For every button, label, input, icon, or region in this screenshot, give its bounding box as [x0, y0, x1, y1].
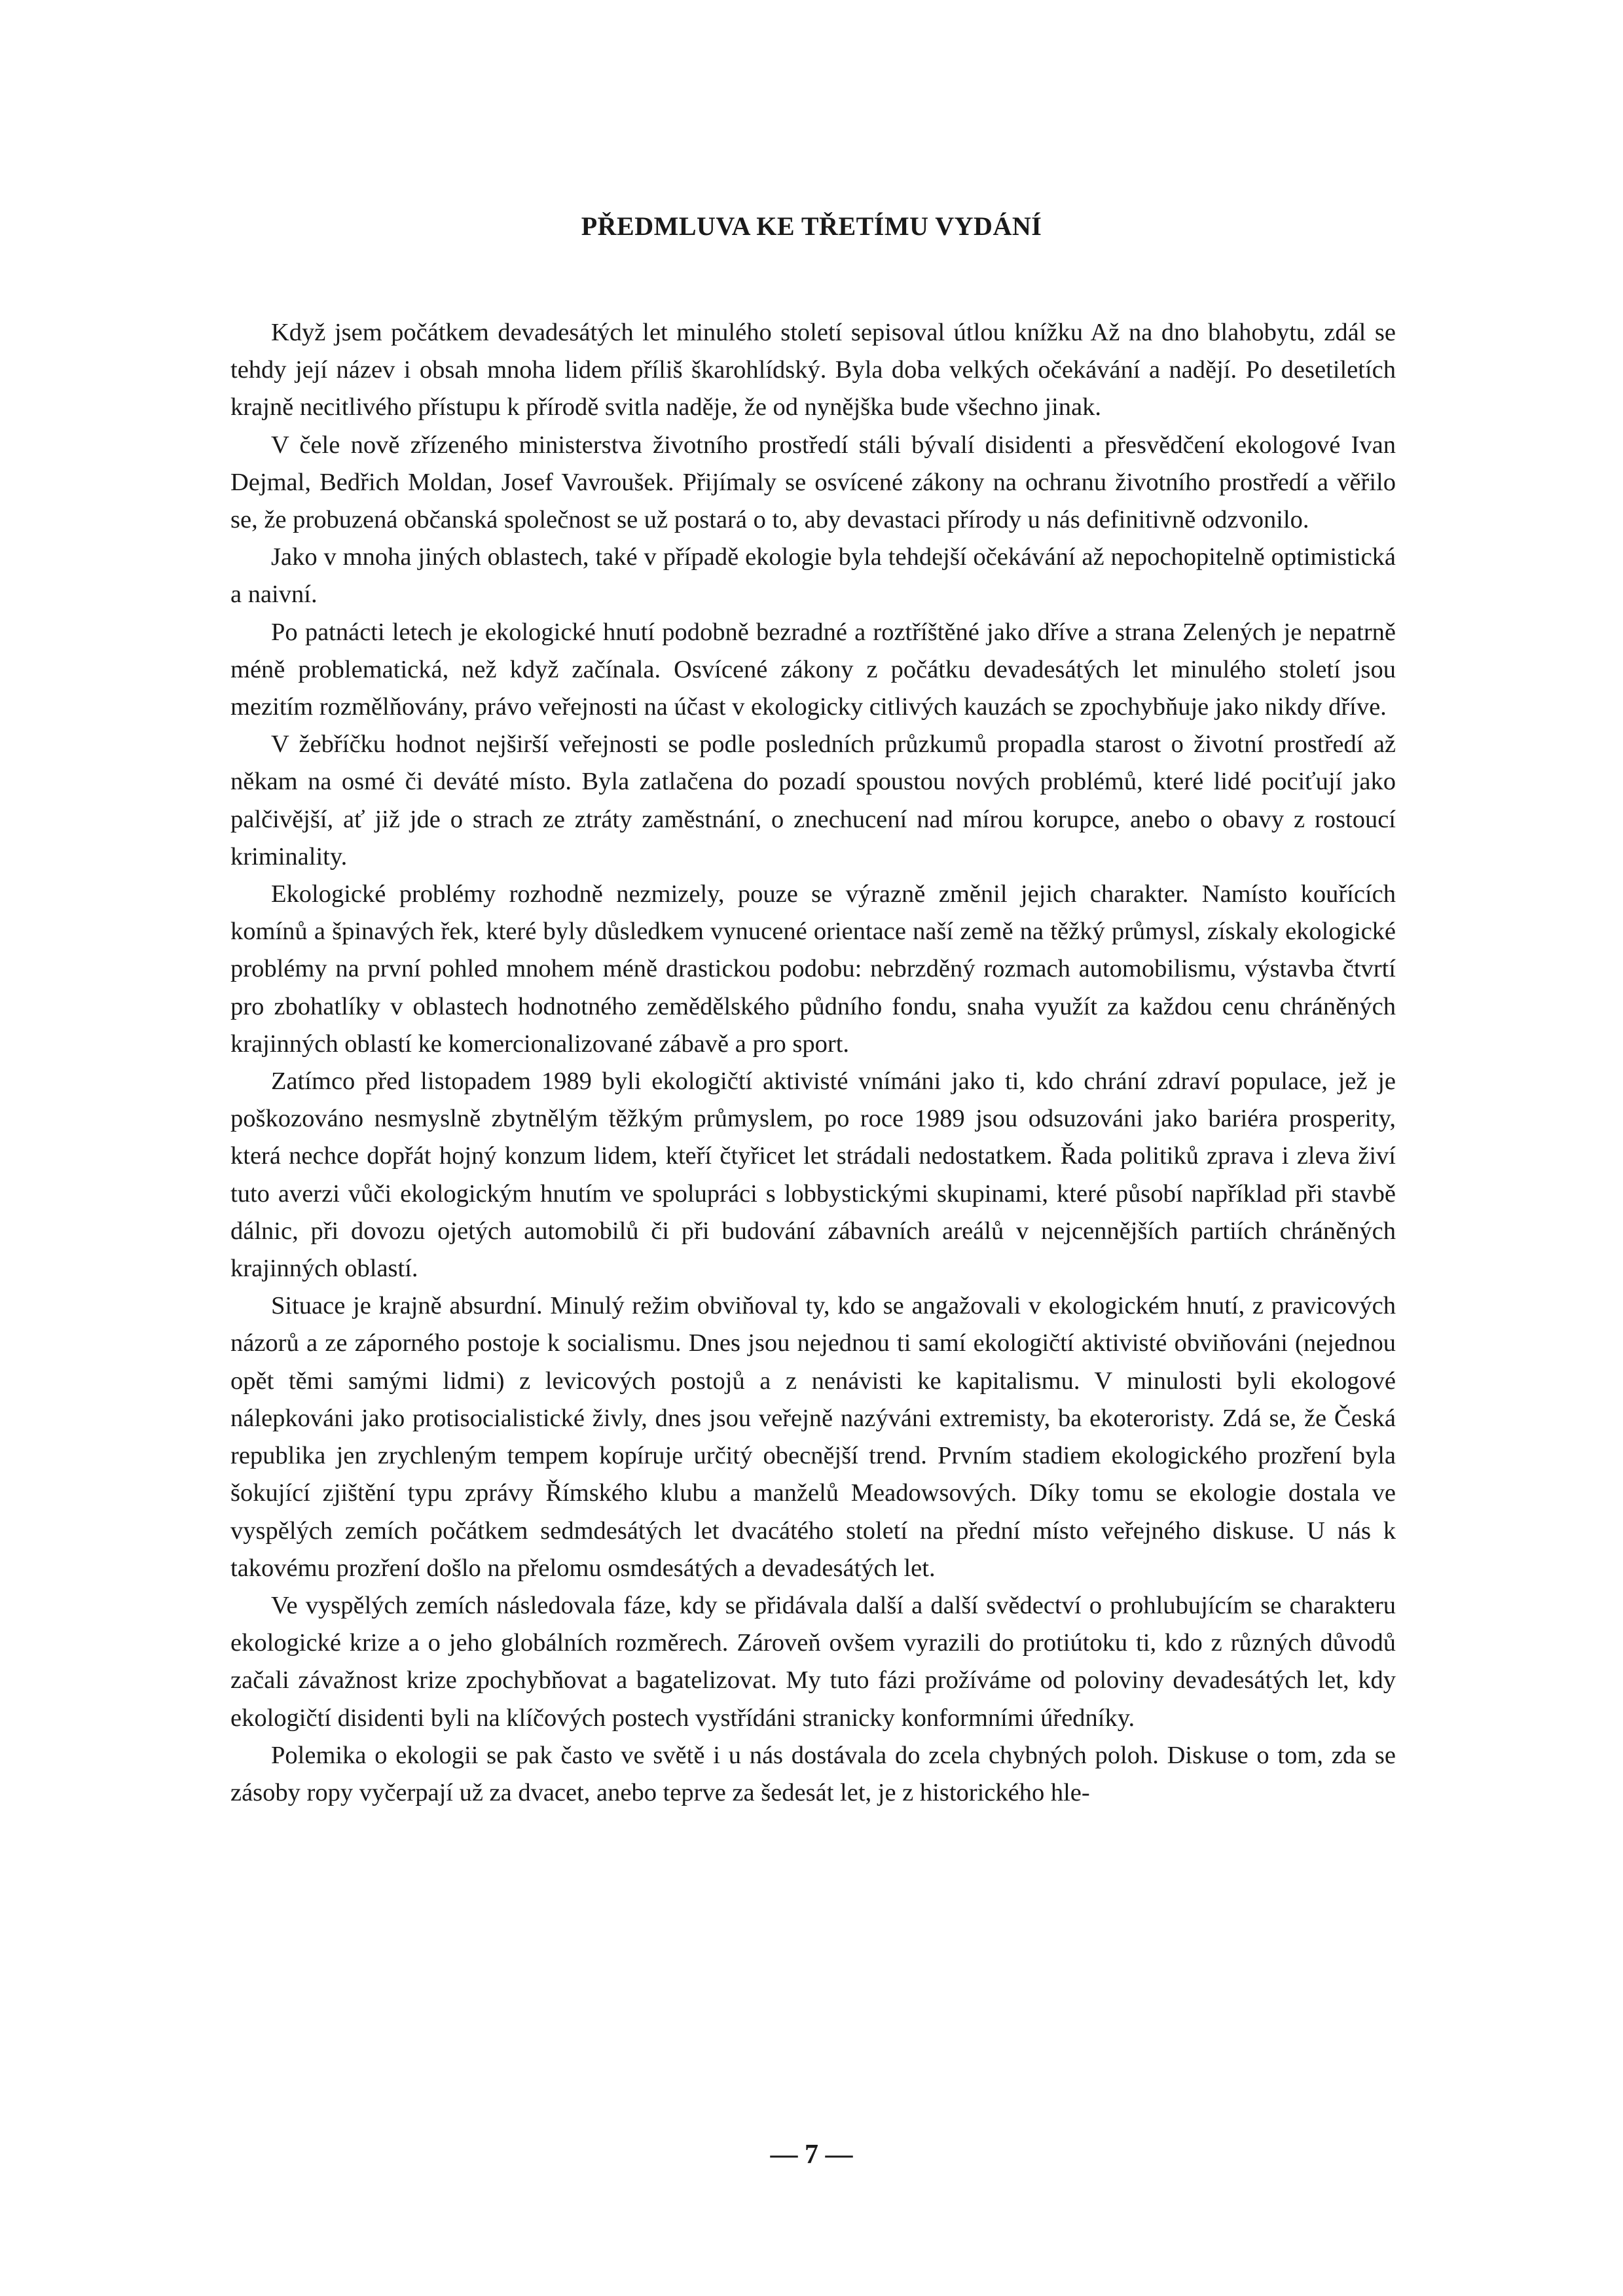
body-text — [230, 314, 1396, 1812]
paragraph-4: Po patnácti letech je ekologické hnutí podobně bezradné a roztříštěné jako dříve a strana Zelených je nepatrně méně problematická, než když začínala. Osvícené zákony z počátku devadesátých let minulého století jsou mezitím rozmělňovány, právo veřejnosti na účast v ekologicky citlivých kauzách se zpochybňuje jako nikdy dříve. — [230, 618, 1396, 721]
page-number: — 7 — — [770, 2140, 853, 2170]
paragraph-10: Polemika o ekologii se pak často ve světě i u nás dostávala do zcela chybných poloh. Diskuse o tom, zda se zásoby ropy vyčerpají už za dvacet, anebo teprve za šedesát let, je z historického hle- — [230, 1741, 1396, 1806]
page-title: PŘEDMLUVA KE TŘETÍMU VYDÁNÍ — [581, 211, 1042, 241]
paragraph-1: Když jsem počátkem devadesátých let minulého století sepisoval útlou knížku Až na dno blahobytu, zdál se tehdy její název i obsah mnoha lidem příliš škarohlídský. Byla doba velkých očekávání a nadějí. Po desetiletích krajně necitlivého přístupu k přírodě svitla naděje, že od nynějška bude všechno jinak. — [230, 319, 1396, 422]
paragraph-2: V čele nově zřízeného ministerstva životního prostředí stáli bývalí disidenti a přesvědčení ekologové Ivan Dejmal, Bedřich Moldan, Josef Vavroušek. Přijímaly se osvícené zákony na ochranu životního prostředí a věřilo se, že probuzená občanská společnost se už postará o to, aby devastaci přírody u nás definitivně odzvonilo. — [230, 431, 1396, 534]
paragraph-3: Jako v mnoha jiných oblastech, také v případě ekologie byla tehdejší očekávání až nepochopitelně optimistická a naivní. — [230, 543, 1396, 609]
paragraph-7: Zatímco před listopadem 1989 byli ekologičtí aktivisté vnímáni jako ti, kdo chrání zdraví populace, jež je poškozováno nesmyslně zbytnělým těžkým průmyslem, po roce 1989 jsou odsuzováni jako bariéra prosperity, která nechce dopřát hojný konzum lidem, kteří čtyřicet let strádali nedostatkem. Řada politiků zprava i zleva živí tuto averzi vůči ekologickým hnutím ve spolupráci s lobbystickými skupinami, které působí například při stavbě dálnic, při dovozu ojetých automobilů či při budování zábavních areálů v nejcennějších partiích chráněných krajinných oblastí. — [230, 1067, 1396, 1283]
paragraph-8: Situace je krajně absurdní. Minulý režim obviňoval ty, kdo se angažovali v ekologickém hnutí, z pravicových názorů a ze záporného postoje k socialismu. Dnes jsou nejednou ti samí ekologičtí aktivisté obviňováni (nejednou opět těmi samými lidmi) z levicových postojů a z nenávisti ke kapitalismu. V minulosti byli ekologové nálepkováni jako protisocialistické živly, dnes jsou veřejně nazýváni extremisty, ba ekoteroristy. Zdá se, že Česká republika jen zrychleným tempem kopíruje určitý obecnější trend. Prvním stadiem ekologického prozření byla šokující zjištění typu zprávy Římského klubu a manželů Meadowsových. Díky tomu se ekologie dostala ve vyspělých zemích počátkem sedmdesátých let dvacátého století na přední místo veřejného diskuse. U nás k takovému prozření došlo na přelomu osmdesátých a devadesátých let. — [230, 1292, 1396, 1582]
paragraph-5: V žebříčku hodnot nejširší veřejnosti se podle posledních průzkumů propadla starost o životní prostředí až někam na osmé či deváté místo. Byla zatlačena do pozadí spoustou nových problémů, které lidé pociťují jako palčivější, ať již jde o strach ze ztráty zaměstnání, o znechucení nad mírou korupce, anebo o obavy z rostoucí kriminality. — [230, 730, 1396, 870]
paragraph-6: Ekologické problémy rozhodně nezmizely, pouze se výrazně změnil jejich charakter. Namísto kouřících komínů a špinavých řek, které byly důsledkem vynucené orientace naší země na těžký průmysl, získaly ekologické problémy na první pohled mnohem méně drastickou podobu: nebrzděný rozmach automobilismu, výstavba čtvrtí pro zbohatlíky v oblastech hodnotného zemědělského půdního fondu, snaha využít za každou cenu chráněných krajinných oblastí ke komercionalizované zábavě a pro sport. — [230, 880, 1396, 1058]
paragraph-9: Ve vyspělých zemích následovala fáze, kdy se přidávala další a další svědectví o prohlubujícím se charakteru ekologické krize a o jeho globálních rozměrech. Zároveň ovšem vyrazili do protiútoku ti, kdo z různých důvodů začali závažnost krize zpochybňovat a bagatelizovat. My tuto fázi prožíváme od poloviny devadesátých let, kdy ekologičtí disidenti byli na klíčových postech vystřídáni stranicky konformními úředníky. — [230, 1591, 1396, 1732]
